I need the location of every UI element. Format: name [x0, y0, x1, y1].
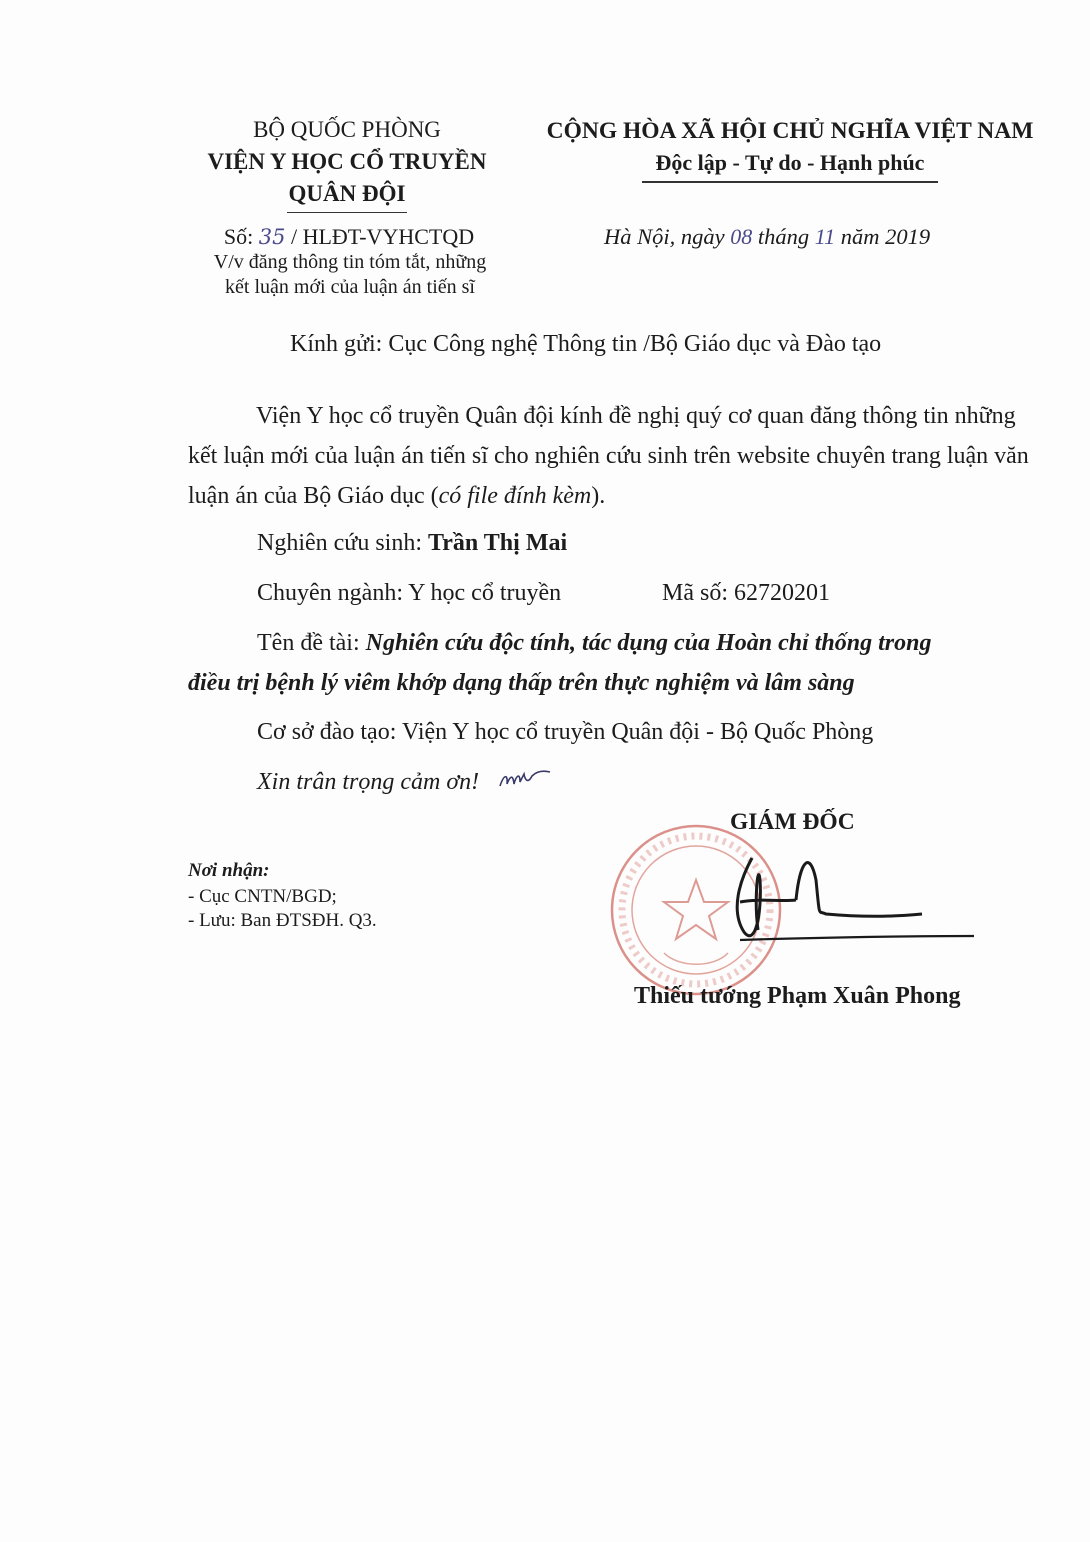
date-place: Hà Nội, ngày [604, 224, 725, 249]
motto-underline [642, 181, 938, 183]
signatory-title: GIÁM ĐỐC [730, 809, 855, 835]
topic-label: Tên đề tài: [257, 630, 360, 656]
topic-line-1 [257, 626, 931, 660]
subject-line [190, 250, 510, 300]
topic-title-part2: điều trị bệnh lý viêm khớp dạng thấp trên thực nghiệm và lâm sàng [188, 670, 855, 696]
topic-title-part1: Nghiên cứu độc tính, tác dụng của Hoàn chỉ thống trong [365, 630, 932, 656]
student-label: Nghiên cứu sinh: [257, 530, 422, 556]
handwritten-signature-icon [700, 840, 990, 970]
major-text: Chuyên ngành: Y học cổ truyền [257, 580, 562, 606]
paragraph-end: ). [591, 483, 606, 509]
institute-underline [287, 212, 407, 213]
subject-line-1: V/v đăng thông tin tóm tắt, những [213, 251, 487, 273]
date-month-label: tháng [757, 224, 810, 249]
reference-handwritten-number: 35 [258, 225, 286, 249]
institute-name-line1: VIỆN Y HỌC CỔ TRUYỀN [207, 149, 487, 174]
student-name: Trần Thị Mai [428, 530, 568, 556]
issue-date [604, 222, 930, 252]
date-year: năm 2019 [840, 224, 931, 249]
handwritten-initials-icon [498, 766, 554, 794]
thanks-line: Xin trân trọng cảm ơn! [257, 769, 480, 795]
date-day: 08 [730, 224, 753, 249]
recipient-item: - Lưu: Ban ĐTSĐH. Q3. [188, 910, 377, 931]
country-name: CỘNG HÒA XÃ HỘI CHỦ NGHĨA VIỆT NAM [546, 118, 1034, 144]
signatory-name: Thiếu tướng Phạm Xuân Phong [634, 983, 961, 1009]
training-institution: Cơ sở đào tạo: Viện Y học cổ truyền Quân đội - Bộ Quốc Phòng [257, 719, 874, 745]
national-title-block [534, 114, 1046, 183]
date-month: 11 [814, 224, 836, 249]
national-motto: Độc lập - Tự do - Hạnh phúc [655, 150, 925, 175]
major-line [257, 577, 830, 609]
issuing-authority-block [190, 114, 504, 213]
recipient-item: - Cục CNTN/BGD; [188, 886, 337, 907]
recipients-title: Nơi nhận: [188, 860, 270, 881]
ministry-name: BỘ QUỐC PHÒNG [253, 117, 441, 142]
attachment-note: có file đính kèm [438, 483, 592, 509]
reference-prefix: Số: [223, 224, 254, 249]
student-line [257, 527, 567, 559]
recipient-line: Kính gửi: Cục Công nghệ Thông tin /Bộ Giáo dục và Đào tạo [290, 331, 882, 357]
reference-suffix: / HLĐT-VYHCTQD [290, 224, 475, 249]
main-paragraph [188, 396, 1048, 516]
reference-number [196, 222, 502, 252]
institute-name-line2: QUÂN ĐỘI [288, 181, 406, 206]
major-code: Mã số: 62720201 [662, 580, 830, 606]
subject-line-2: kết luận mới của luận án tiến sĩ [225, 276, 475, 298]
paragraph-text: Viện Y học cổ truyền Quân đội kính đề nghị quý cơ quan đăng thông tin những kết luận mới của luận án tiến sĩ cho nghiên cứu sinh trên website chuyên trang luận văn luận án của Bộ Giáo dục ( [188, 403, 1029, 509]
